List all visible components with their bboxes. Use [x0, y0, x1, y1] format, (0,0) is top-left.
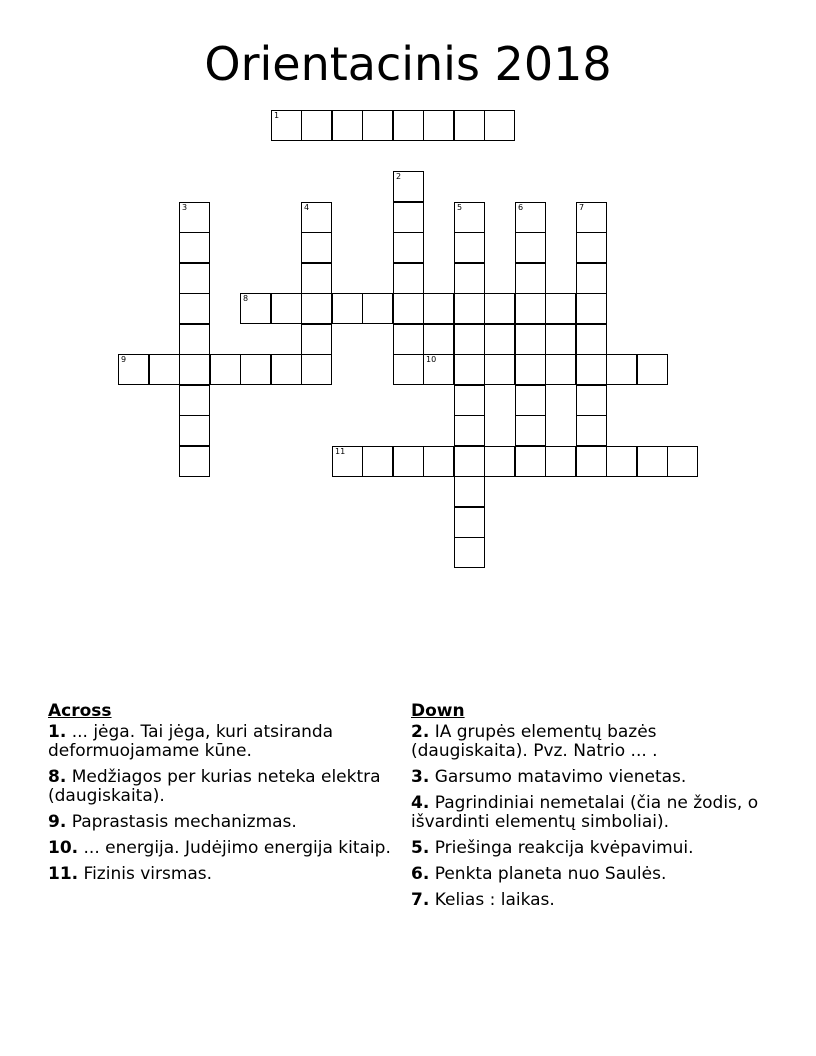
grid-cell[interactable] [393, 446, 424, 477]
cell-number: 4 [304, 203, 310, 212]
grid-cell[interactable] [179, 415, 210, 446]
grid-cell[interactable] [576, 354, 607, 385]
grid-cell[interactable] [576, 202, 607, 233]
grid-cell[interactable] [454, 324, 485, 355]
clue-across-9 [48, 813, 393, 832]
grid-cell[interactable] [576, 446, 607, 477]
cell-number: 6 [518, 203, 524, 212]
clue-number: 1. [48, 722, 67, 742]
grid-cell[interactable] [179, 202, 210, 233]
grid-cell[interactable] [301, 354, 332, 385]
clue-down-6 [411, 865, 761, 884]
grid-cell[interactable] [271, 110, 302, 141]
grid-cell[interactable] [515, 385, 546, 416]
grid-cell[interactable] [454, 507, 485, 538]
grid-cell[interactable] [454, 446, 485, 477]
clue-across-11 [48, 865, 393, 884]
grid-cell[interactable] [576, 293, 607, 324]
grid-cell[interactable] [545, 446, 576, 477]
grid-cell[interactable] [362, 293, 393, 324]
cell-number: 10 [426, 355, 437, 364]
grid-cell[interactable] [393, 293, 424, 324]
clue-down-7 [411, 891, 761, 910]
grid-cell[interactable] [362, 446, 393, 477]
grid-cell[interactable] [301, 232, 332, 263]
across-heading: Across [48, 701, 112, 721]
grid-cell[interactable] [515, 324, 546, 355]
grid-cell[interactable] [301, 202, 332, 233]
clue-text: Pagrindiniai nemetalai (čia ne žodis, o išvardinti elementų simboliai). [411, 793, 759, 832]
clue-text: Kelias : laikas. [434, 890, 555, 910]
clue-across-1 [48, 723, 393, 761]
cell-number: 1 [274, 111, 280, 120]
grid-cell[interactable] [423, 324, 454, 355]
across-clues [48, 702, 393, 891]
clue-number: 3. [411, 767, 430, 787]
grid-cell[interactable] [576, 263, 607, 294]
cell-number: 7 [579, 203, 585, 212]
grid-cell[interactable] [454, 110, 485, 141]
grid-cell[interactable] [454, 537, 485, 568]
grid-cell[interactable] [179, 293, 210, 324]
grid-cell[interactable] [484, 354, 515, 385]
clue-number: 10. [48, 838, 79, 858]
down-heading: Down [411, 701, 465, 721]
clue-number: 5. [411, 838, 430, 858]
grid-cell[interactable] [576, 232, 607, 263]
grid-cell[interactable] [210, 354, 241, 385]
grid-cell[interactable] [423, 354, 454, 385]
grid-cell[interactable] [179, 263, 210, 294]
grid-cell[interactable] [393, 171, 424, 202]
grid-cell[interactable] [576, 415, 607, 446]
clue-text: Garsumo matavimo vienetas. [434, 767, 687, 787]
grid-cell[interactable] [515, 446, 546, 477]
clue-text: Fizinis virsmas. [83, 864, 213, 884]
cell-number: 5 [457, 203, 463, 212]
grid-cell[interactable] [454, 293, 485, 324]
clue-number: 8. [48, 767, 67, 787]
grid-cell[interactable] [545, 354, 576, 385]
grid-cell[interactable] [667, 446, 698, 477]
grid-cell[interactable] [423, 110, 454, 141]
grid-cell[interactable] [179, 324, 210, 355]
grid-cell[interactable] [515, 202, 546, 233]
clue-down-4 [411, 794, 761, 832]
cell-number: 9 [121, 355, 127, 364]
grid-cell[interactable] [301, 324, 332, 355]
grid-cell[interactable] [332, 110, 363, 141]
clue-number: 4. [411, 793, 430, 813]
grid-cell[interactable] [606, 446, 637, 477]
grid-cell[interactable] [423, 293, 454, 324]
grid-cell[interactable] [301, 263, 332, 294]
grid-cell[interactable] [393, 232, 424, 263]
clue-across-10 [48, 839, 393, 858]
clue-down-5 [411, 839, 761, 858]
grid-cell[interactable] [301, 110, 332, 141]
grid-cell[interactable] [454, 263, 485, 294]
clue-across-8 [48, 768, 393, 806]
clue-number: 7. [411, 890, 430, 910]
grid-cell[interactable] [332, 446, 363, 477]
grid-cell[interactable] [240, 293, 271, 324]
grid-cell[interactable] [576, 385, 607, 416]
clue-text: ... energija. Judėjimo energija kitaip. [83, 838, 391, 858]
clue-text: Priešinga reakcija kvėpavimui. [434, 838, 694, 858]
grid-cell[interactable] [637, 446, 668, 477]
grid-cell[interactable] [484, 324, 515, 355]
grid-cell[interactable] [271, 354, 302, 385]
grid-cell[interactable] [179, 385, 210, 416]
clue-number: 11. [48, 864, 79, 884]
grid-cell[interactable] [393, 324, 424, 355]
clue-down-3 [411, 768, 761, 787]
grid-cell[interactable] [179, 354, 210, 385]
grid-cell[interactable] [454, 476, 485, 507]
clue-text: Medžiagos per kurias neteka elektra (daugiskaita). [48, 767, 381, 806]
grid-cell[interactable] [515, 232, 546, 263]
clue-text: Paprastasis mechanizmas. [71, 812, 297, 832]
grid-cell[interactable] [423, 446, 454, 477]
clue-text: IA grupės elementų bazės (daugiskaita). Pvz. Natrio ... . [411, 722, 658, 761]
grid-cell[interactable] [515, 354, 546, 385]
clue-down-2 [411, 723, 761, 761]
grid-cell[interactable] [576, 324, 607, 355]
grid-cell[interactable] [545, 324, 576, 355]
grid-cell[interactable] [393, 354, 424, 385]
puzzle-title: Orientacinis 2018 [204, 37, 612, 91]
grid-cell[interactable] [393, 263, 424, 294]
grid-cell[interactable] [362, 110, 393, 141]
grid-cell[interactable] [240, 354, 271, 385]
grid-cell[interactable] [454, 354, 485, 385]
grid-cell[interactable] [179, 232, 210, 263]
grid-cell[interactable] [393, 202, 424, 233]
grid-cell[interactable] [484, 110, 515, 141]
grid-cell[interactable] [332, 293, 363, 324]
grid-cell[interactable] [515, 263, 546, 294]
grid-cell[interactable] [179, 446, 210, 477]
clue-text: Penkta planeta nuo Saulės. [434, 864, 667, 884]
grid-cell[interactable] [515, 293, 546, 324]
clue-number: 2. [411, 722, 430, 742]
grid-cell[interactable] [271, 293, 302, 324]
grid-cell[interactable] [545, 293, 576, 324]
grid-cell[interactable] [149, 354, 180, 385]
grid-cell[interactable] [393, 110, 424, 141]
grid-cell[interactable] [118, 354, 149, 385]
cell-number: 11 [335, 447, 346, 456]
grid-cell[interactable] [301, 293, 332, 324]
clue-number: 9. [48, 812, 67, 832]
grid-cell[interactable] [484, 293, 515, 324]
grid-cell[interactable] [454, 415, 485, 446]
grid-cell[interactable] [606, 354, 637, 385]
grid-cell[interactable] [454, 385, 485, 416]
cell-number: 2 [396, 172, 402, 181]
clue-text: ... jėga. Tai jėga, kuri atsiranda deformuojamame kūne. [48, 722, 334, 761]
grid-cell[interactable] [454, 202, 485, 233]
clue-number: 6. [411, 864, 430, 884]
grid-cell[interactable] [454, 232, 485, 263]
down-clues [411, 702, 761, 917]
grid-cell[interactable] [484, 446, 515, 477]
grid-cell[interactable] [515, 415, 546, 446]
cell-number: 3 [182, 203, 188, 212]
cell-number: 8 [243, 294, 249, 303]
grid-cell[interactable] [637, 354, 668, 385]
